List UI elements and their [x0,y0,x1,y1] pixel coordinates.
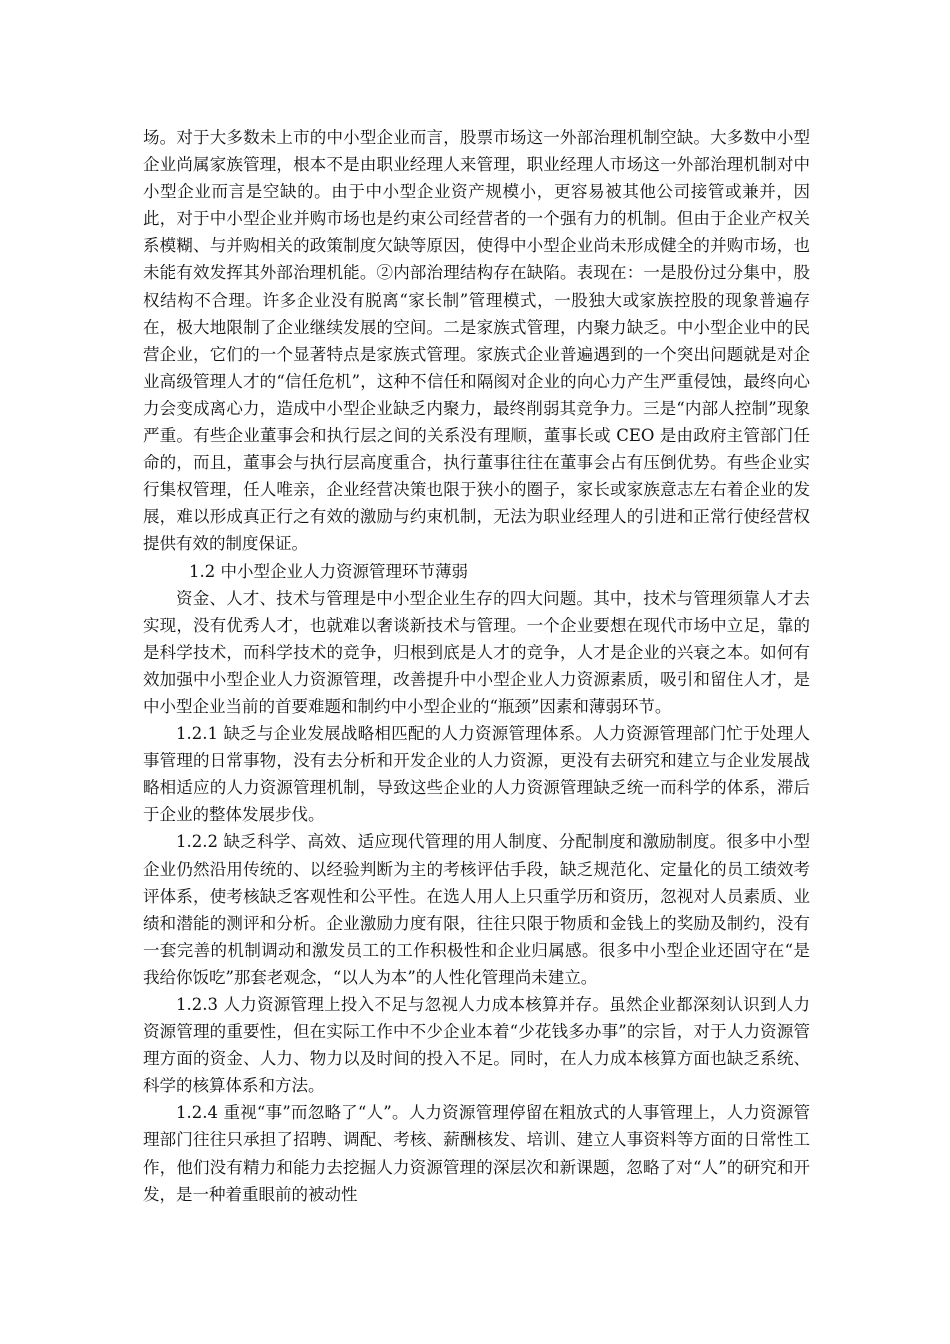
paragraph-governance-mechanisms: 场。对于大多数未上市的中小型企业而言，股票市场这一外部治理机制空缺。大多数中小型企业尚属家族管理，根本不是由职业经理人来管理，职业经理人市场这一外部治理机制对中小型企业而言是空缺的。由于中小型企业资产规模小，更容易被其他公司接管或兼并，因此，对于中小型企业并购市场也是约束公司经营者的一个强有力的机制。但由于企业产权关系模糊、与并购相关的政策制度欠缺等原因，使得中小型企业尚未形成健全的并购市场，也未能有效发挥其外部治理机能。②内部治理结构存在缺陷。表现在：一是股份过分集中，股权结构不合理。许多企业没有脱离“家长制”管理模式，一股独大或家族控股的现象普遍存在，极大地限制了企业继续发展的空间。二是家族式管理，内聚力缺乏。中小型企业中的民营企业，它们的一个显著特点是家族式管理。家族式企业普遍遇到的一个突出问题就是对企业高级管理人才的“信任危机”，这种不信任和隔阂对企业的向心力产生严重侵蚀，最终向心力会变成离心力，造成中小型企业缺乏内聚力，最终削弱其竞争力。三是“内部人控制”现象严重。有些企业董事会和执行层之间的关系没有理顺，董事长或 CEO 是由政府主管部门任命的，而且，董事会与执行层高度重合，执行董事往往在董事会占有压倒优势。有些企业实行集权管理，任人唯亲，企业经营决策也限于狭小的圈子，家长或家族意志左右着企业的发展，难以形成真正行之有效的激励与约束机制，无法为职业经理人的引进和正常行使经营权提供有效的制度保证。 [143,128,810,554]
paragraph-1-2-4: 1.2.4 重视“事”而忽略了“人”。人力资源管理停留在粗放式的人事管理上，人力资源管理部门往往只承担了招聘、调配、考核、薪酬核发、培训、建立人事资料等方面的日常性工作，他们没有精力和能力去挖掘人力资源管理的深层次和新课题，忽略了对“人”的研究和开发，是一种着重眼前的被动性 [143,1103,810,1204]
paragraph-hr-overview: 资金、人才、技术与管理是中小型企业生存的四大问题。其中，技术与管理须靠人才去实现，没有优秀人才，也就难以奢谈新技术与管理。一个企业要想在现代市场中立足，靠的是科学技术，而科学技术的竞争，归根到底是人才的竞争，人才是企业的兴衰之本。如何有效加强中小型企业人力资源管理，改善提升中小型企业人力资源素质，吸引和留住人才，是中小型企业当前的首要难题和制约中小型企业的“瓶颈”因素和薄弱环节。 [143,588,810,716]
document-page [143,124,810,1208]
paragraph-1-2-3: 1.2.3 人力资源管理上投入不足与忽视人力成本核算并存。虽然企业都深刻认识到人力资源管理的重要性，但在实际工作中不少企业本着“少花钱多办事”的宗旨，对于人力资源管理方面的资金、人力、物力以及时间的投入不足。同时，在人力成本核算方面也缺乏系统、科学的核算体系和方法。 [143,995,810,1096]
paragraph-1-2-1: 1.2.1 缺乏与企业发展战略相匹配的人力资源管理体系。人力资源管理部门忙于处理人事管理的日常事物，没有去分析和开发企业的人力资源，更没有去研究和建立与企业发展战略相适应的人力资源管理机制，导致这些企业的人力资源管理缺乏统一而科学的体系，滞后于企业的整体发展步伐。 [143,724,810,825]
section-heading-1-2: 1.2 中小型企业人力资源管理环节薄弱 [189,561,468,581]
paragraph-1-2-2: 1.2.2 缺乏科学、高效、适应现代管理的用人制度、分配制度和激励制度。很多中小型企业仍然沿用传统的、以经验判断为主的考核评估手段，缺乏规范化、定量化的员工绩效考评体系，使考核缺乏客观性和公平性。在选人用人上只重学历和资历，忽视对人员素质、业绩和潜能的测评和分析。企业激励力度有限，往往只限于物质和金钱上的奖励及制约，没有一套完善的机制调动和激发员工的工作积极性和企业归属感。很多中小型企业还固守在“是我给你饭吃”那套老观念，“以人为本”的人性化管理尚未建立。 [143,832,810,987]
